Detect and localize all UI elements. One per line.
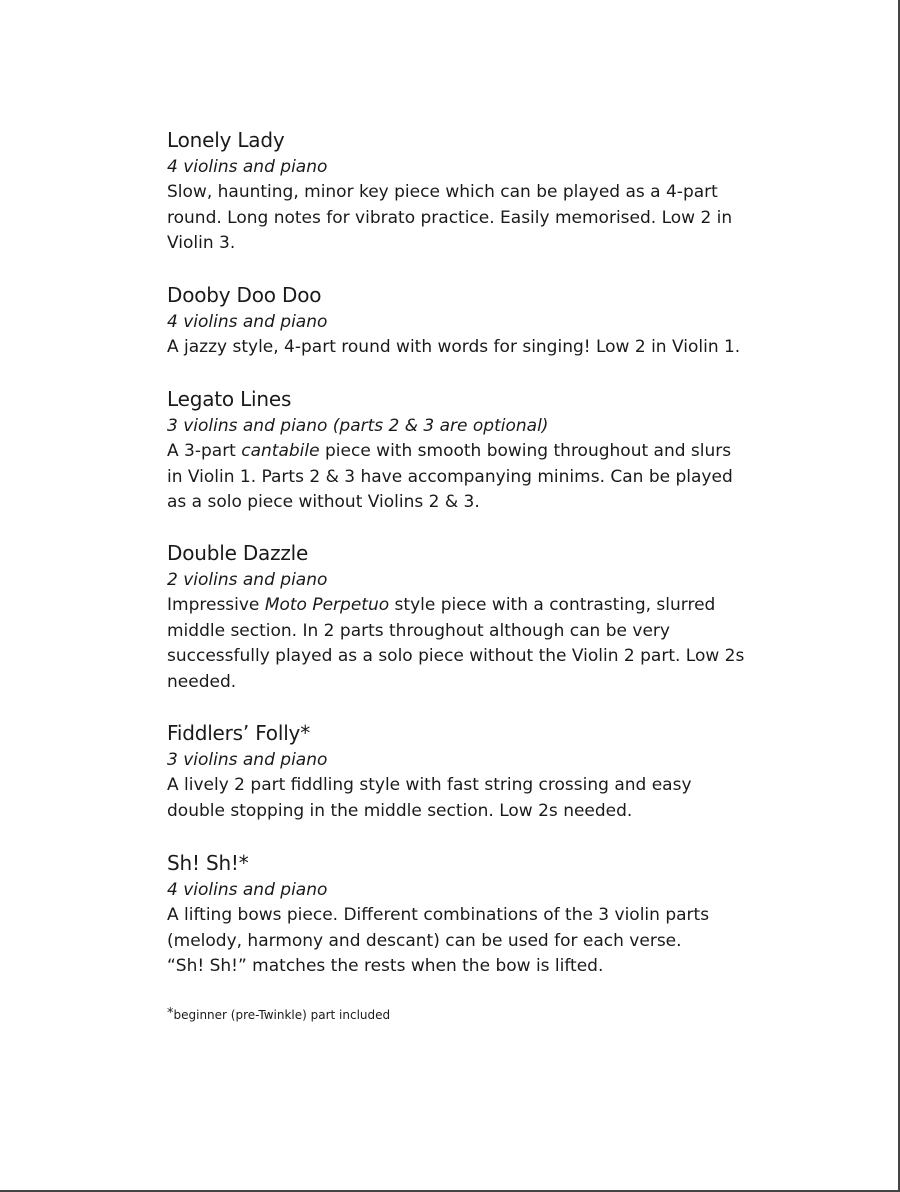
- piece-legato-lines: [167, 385, 767, 539]
- description-line: A lifting bows piece. Different combinations of the 3 violin parts: [167, 905, 710, 925]
- description-line: “Sh! Sh!” matches the rests when the bow is lifted.: [167, 956, 604, 976]
- piece-title: Double Dazzle: [167, 541, 309, 565]
- piece-description: [167, 180, 767, 257]
- piece-title: Sh! Sh!*: [167, 851, 249, 875]
- description-line: round. Long notes for vibrato practice. Easily memorised. Low 2 in: [167, 207, 733, 228]
- piece-description: [167, 593, 767, 695]
- description-line: A jazzy style, 4-part round with words for singing! Low 2 in Violin 1.: [167, 337, 741, 357]
- description-line: in Violin 1. Parts 2 & 3 have accompanying minims. Can be played: [167, 466, 733, 487]
- piece-title: Lonely Lady: [167, 128, 285, 152]
- description-line: as a solo piece without Violins 2 & 3.: [167, 492, 480, 512]
- description-italic-term: Moto Perpetuo: [264, 595, 390, 615]
- piece-description: [167, 439, 767, 516]
- description-text: style piece with a contrasting, slurred: [389, 595, 716, 615]
- piece-scoring: 4 violins and piano: [167, 312, 328, 332]
- description-text: A 3-part: [167, 441, 242, 461]
- piece-double-dazzle: [167, 539, 767, 719]
- piece-title: Dooby Doo Doo: [167, 283, 322, 307]
- piece-title: Fiddlers’ Folly*: [167, 721, 310, 745]
- description-line: double stopping in the middle section. Low 2s needed.: [167, 800, 633, 821]
- description-line: A lively 2 part fiddling style with fast string crossing and easy: [167, 775, 692, 795]
- description-line: Violin 3.: [167, 233, 236, 253]
- piece-lonely-lady: [167, 126, 767, 281]
- footnote: [167, 1006, 767, 1023]
- piece-fiddlers-folly: [167, 719, 767, 849]
- description-line: needed.: [167, 671, 237, 692]
- footnote-text: beginner (pre-Twinkle) part included: [173, 1008, 391, 1022]
- description-text: Impressive: [167, 595, 265, 615]
- piece-description: [167, 903, 767, 980]
- description-text: piece with smooth bowing throughout and slurs: [319, 441, 732, 461]
- piece-dooby-doo-doo: [167, 281, 767, 385]
- piece-scoring: 3 violins and piano (parts 2 & 3 are optional): [167, 416, 549, 436]
- piece-scoring: 4 violins and piano: [167, 157, 328, 177]
- piece-scoring: 4 violins and piano: [167, 880, 328, 900]
- piece-title: Legato Lines: [167, 387, 292, 411]
- description-line: Slow, haunting, minor key piece which can be played as a 4-part: [167, 182, 718, 202]
- piece-list: [167, 126, 767, 1023]
- piece-scoring: 3 violins and piano: [167, 750, 328, 770]
- piece-description: [167, 773, 767, 824]
- piece-scoring: 2 violins and piano: [167, 570, 328, 590]
- description-italic-term: cantabile: [241, 441, 320, 461]
- footnote-marker: *: [167, 1006, 174, 1021]
- piece-sh-sh: [167, 849, 767, 1006]
- description-line: successfully played as a solo piece without the Violin 2 part. Low 2s: [167, 646, 745, 666]
- description-line: middle section. In 2 parts throughout although can be very: [167, 620, 670, 641]
- description-line: (melody, harmony and descant) can be used for each verse.: [167, 930, 682, 951]
- piece-description: [167, 335, 767, 361]
